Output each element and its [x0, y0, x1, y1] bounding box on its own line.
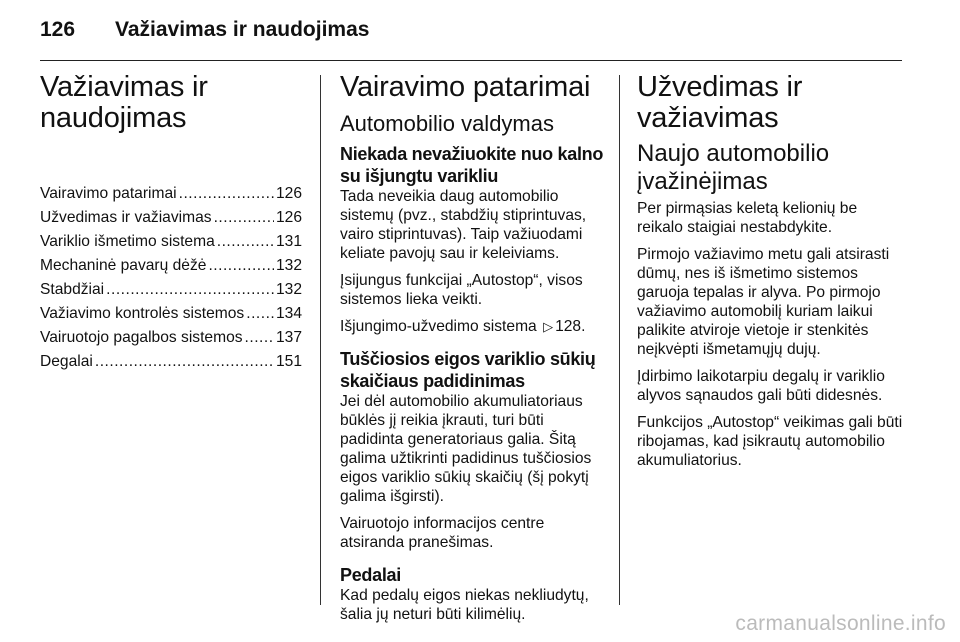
toc-item[interactable]: Užvedimas ir važiavimas ..... 126 [40, 208, 302, 232]
paragraph: Funkcijos „Autostop“ veikimas gali būti ribojamas, kad įsikrautų automobilio akumuliatorius. [637, 414, 903, 469]
paragraph: Tada neveikia daug automobilio sistemų (pvz., stabdžių stiprintuvas, vairo stiprintuvas). Taip važiuodami keliate pavojų sau ir keleiviams. [340, 188, 587, 262]
toc-item[interactable]: Stabdžiai ..... 132 [40, 280, 302, 304]
topic-title-pedals: Pedalai [340, 565, 401, 585]
driving-tips-column [340, 72, 606, 632]
column-divider-2 [619, 75, 620, 605]
column-divider-1 [320, 75, 321, 605]
section-title-starting: Užvedimas ir važiavimas [637, 71, 803, 134]
watermark: carmanualsonline.info [735, 612, 946, 635]
page-header [40, 16, 902, 61]
table-of-contents [40, 184, 302, 376]
toc-item[interactable]: Važiavimo kontrolės sistemos ..... 134 [40, 304, 302, 328]
reference-arrow-icon: ▷ [543, 319, 554, 334]
paragraph: Įdirbimo laikotarpiu degalų ir variklio alyvos sąnaudos gali būti didesnės. [637, 368, 885, 404]
chapter-title: Važiavimas ir naudojimas [40, 71, 208, 134]
running-title: Važiavimas ir naudojimas [115, 18, 370, 41]
toc-item[interactable]: Degalai ..... 151 [40, 352, 302, 376]
toc-item[interactable]: Vairavimo patarimai ..... 126 [40, 184, 302, 208]
subsection-title-vehicle-control: Automobilio valdymas [340, 111, 554, 136]
section-title-driving-tips: Vairavimo patarimai [340, 71, 591, 103]
chapter-contents-column [40, 72, 302, 376]
paragraph: Pirmojo važiavimo metu gali atsirasti dūmų, nes iš išmetimo sistemos garuoja tepalas ir alyva. Po pirmojo važiavimo automobilį kuriam laikui palikite atviroje vietoje ir stenkitės neįkvėpti išmetamųjų dujų. [637, 246, 890, 358]
page-number: 126 [40, 18, 76, 41]
paragraph: Įsijungus funkcijai „Autostop“, visos sistemos lieka veikti. [340, 272, 583, 308]
toc-item[interactable]: Mechaninė pavarų dėžė ..... 132 [40, 256, 302, 280]
starting-driving-column [637, 72, 903, 478]
topic-title-engine-off: Niekada nevažiuokite nuo kalno su išjungtu varikliu [340, 144, 604, 186]
paragraph: Vairuotojo informacijos centre atsiranda pranešimas. [340, 515, 545, 551]
paragraph: Kad pedalų eigos niekas nekliudytų, šalia jų neturi būti kilimėlių. [340, 587, 589, 623]
toc-item[interactable]: Variklio išmetimo sistema ..... 131 [40, 232, 302, 256]
topic-title-idle-speed: Tuščiosios eigos variklio sūkių skaičiaus padidinimas [340, 349, 596, 391]
reference-link[interactable]: 128. [555, 318, 586, 335]
subsection-title-running-in: Naujo automobilio įvažinėjimas [637, 140, 830, 195]
paragraph: Per pirmąsias keletą kelionių be reikalo staigiai nestabdykite. [637, 200, 858, 236]
toc-item[interactable]: Vairuotojo pagalbos sistemos ..... 137 [40, 328, 302, 352]
paragraph: Jei dėl automobilio akumuliatoriaus būklės jį reikia įkrauti, turi būti padidinta generatoriaus galia. Šitą galima užtikrinti padidinus tuščiosios eigos variklio sūkių skaičių (šį pokytį galima išgirsti). [340, 393, 592, 505]
cross-reference: Išjungimo-užvedimo sistema ▷ 128. [340, 318, 586, 335]
